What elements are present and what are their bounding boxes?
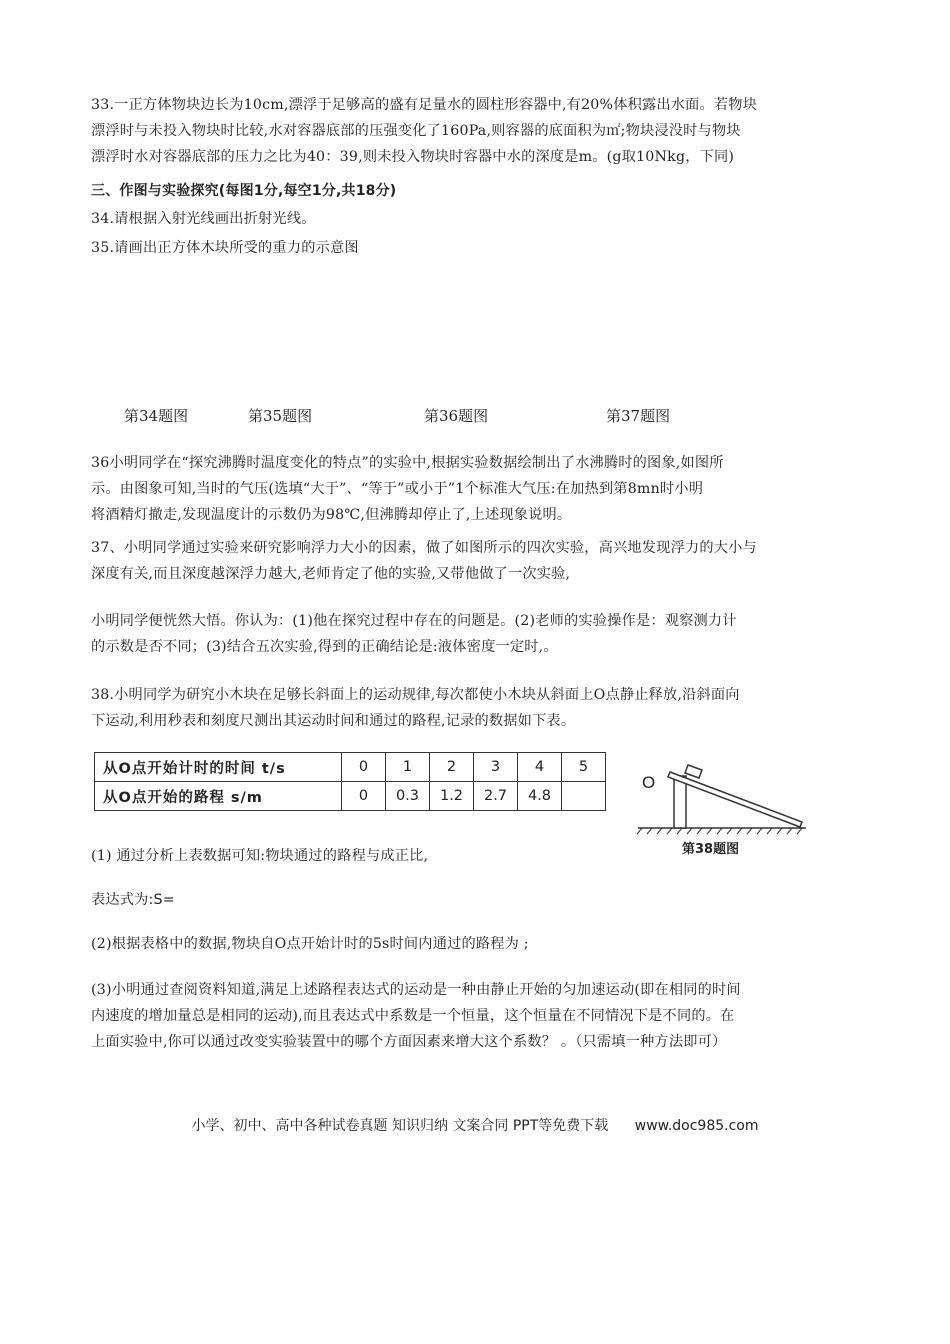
figure-label-34: 第34题图 [124, 407, 189, 425]
table-cell: 4.8 [518, 782, 562, 811]
q38-part3-line1: (3)小明通过查阅资料知道,满足上述路程表达式的运动是一种由静止开始的匀加速运动(即在相同的时间 [91, 982, 741, 998]
q38-part3-line3: 上面实验中,你可以通过改变实验装置中的哪个方面因素来增大这个系数？ 。（只需填一种方法即可） [91, 1034, 727, 1050]
wooden-block [685, 765, 702, 778]
table-cell: 0 [342, 782, 386, 811]
question-34: 34.请根据入射光线画出折射光线。 [91, 211, 316, 227]
question-35: 35.请画出正方体木块所受的重力的示意图 [91, 240, 359, 256]
q37-line3: 小明同学便恍然大悟。你认为：(1)他在探究过程中存在的问题是。(2)老师的实验操作是：观察测力计 [91, 613, 737, 629]
q33-line3: 漂浮时水对容器底部的压力之比为40：39,则未投入物块时容器中水的深度是m。(g取10Nkg，下同) [91, 149, 735, 165]
q37-line2: 深度有关,而且深度越深浮力越大,老师肯定了他的实验,又带他做了一次实验, [91, 566, 571, 582]
point-o-label: O [642, 773, 656, 792]
table-cell: 0 [342, 753, 386, 782]
figure-38-caption: 第38题图 [682, 842, 740, 857]
q38-part1: (1) 通过分析上表数据可知:物块通过的路程与成正比, [91, 848, 429, 864]
figure-label-37: 第37题图 [606, 407, 671, 425]
q38-part3 [91, 977, 861, 1055]
question-36 [91, 450, 861, 528]
row-header-distance: 从O点开始的路程 s/m [95, 782, 342, 811]
q38-part1-expression: 表达式为:S= [91, 892, 175, 908]
table-cell: 1.2 [430, 782, 474, 811]
figure-label-36: 第36题图 [424, 407, 489, 425]
incline-plank [668, 772, 802, 827]
question-37-part-a [91, 535, 861, 587]
footer-site-link[interactable]: www.doc985.com [634, 1118, 759, 1134]
q33-line1: 33.一正方体物块边长为10cm,漂浮于足够高的盛有足量水的圆柱形容器中,有20%体积露出水面。若物块 [91, 97, 758, 113]
table-row-time [95, 753, 606, 782]
table-cell: 2 [430, 753, 474, 782]
question-33 [91, 92, 861, 170]
q38-part3-line2: 内速度的增加量总是相同的运动),而且表达式中系数是一个恒量，这个恒量在不同情况下是不同的。在 [91, 1008, 735, 1024]
table-cell [562, 782, 606, 811]
table-cell: 4 [518, 753, 562, 782]
table-cell: 3 [474, 753, 518, 782]
table-cell: 0.3 [386, 782, 430, 811]
q38-line2: 下运动,利用秒表和刻度尺测出其运动时间和通过的路程,记录的数据如下表。 [91, 713, 576, 729]
q37-line1: 37、小明同学通过实验来研究影响浮力大小的因素，做了如图所示的四次实验，高兴地发现浮力的大小与 [91, 540, 757, 556]
section-3-heading: 三、作图与实验探究(每图1分,每空1分,共18分) [91, 183, 397, 199]
q36-line1: 36小明同学在“探究沸腾时温度变化的特点”的实验中,根据实验数据绘制出了水沸腾时的图象,如图所 [91, 455, 724, 471]
page-footer [0, 1115, 950, 1135]
q38-part2: (2)根据表格中的数据,物块自O点开始计时的5s时间内通过的路程为 ; [91, 936, 529, 952]
q33-line2: 漂浮时与未投入物块时比较,水对容器底部的压强变化了160Pa,则容器的底面积为㎡;物块浸没时与物块 [91, 123, 741, 139]
q36-line3: 将酒精灯撤走,发现温度计的示数仍为98℃,但沸腾却停止了,上述现象说明。 [91, 507, 572, 523]
footer-text: 小学、初中、高中各种试卷真题 知识归纳 文案合同 PPT等免费下载 [191, 1118, 609, 1134]
table-cell: 5 [562, 753, 606, 782]
ground-hatching [637, 828, 802, 834]
figure-label-35: 第35题图 [248, 407, 313, 425]
question-37-part-b [91, 608, 861, 660]
table-cell: 1 [386, 753, 430, 782]
question-38-intro [91, 682, 861, 734]
q36-line2: 示。由图象可知,当时的气压(选填“大于”、“等于”或小于”1个标准大气压:在加热到第8mn时小明 [91, 481, 704, 497]
q38-data-table [94, 752, 606, 811]
table-cell: 2.7 [474, 782, 518, 811]
table-row-distance [95, 782, 606, 811]
row-header-time: 从O点开始计时的时间 t/s [95, 753, 342, 782]
q38-line1: 38.小明同学为研究小木块在足够长斜面上的运动规律,每次都使小木块从斜面上O点静止释放,沿斜面向 [91, 687, 740, 703]
q37-line4: 的示数是否不同；(3)结合五次实验,得到的正确结论是:液体密度一定时,。 [91, 639, 558, 655]
